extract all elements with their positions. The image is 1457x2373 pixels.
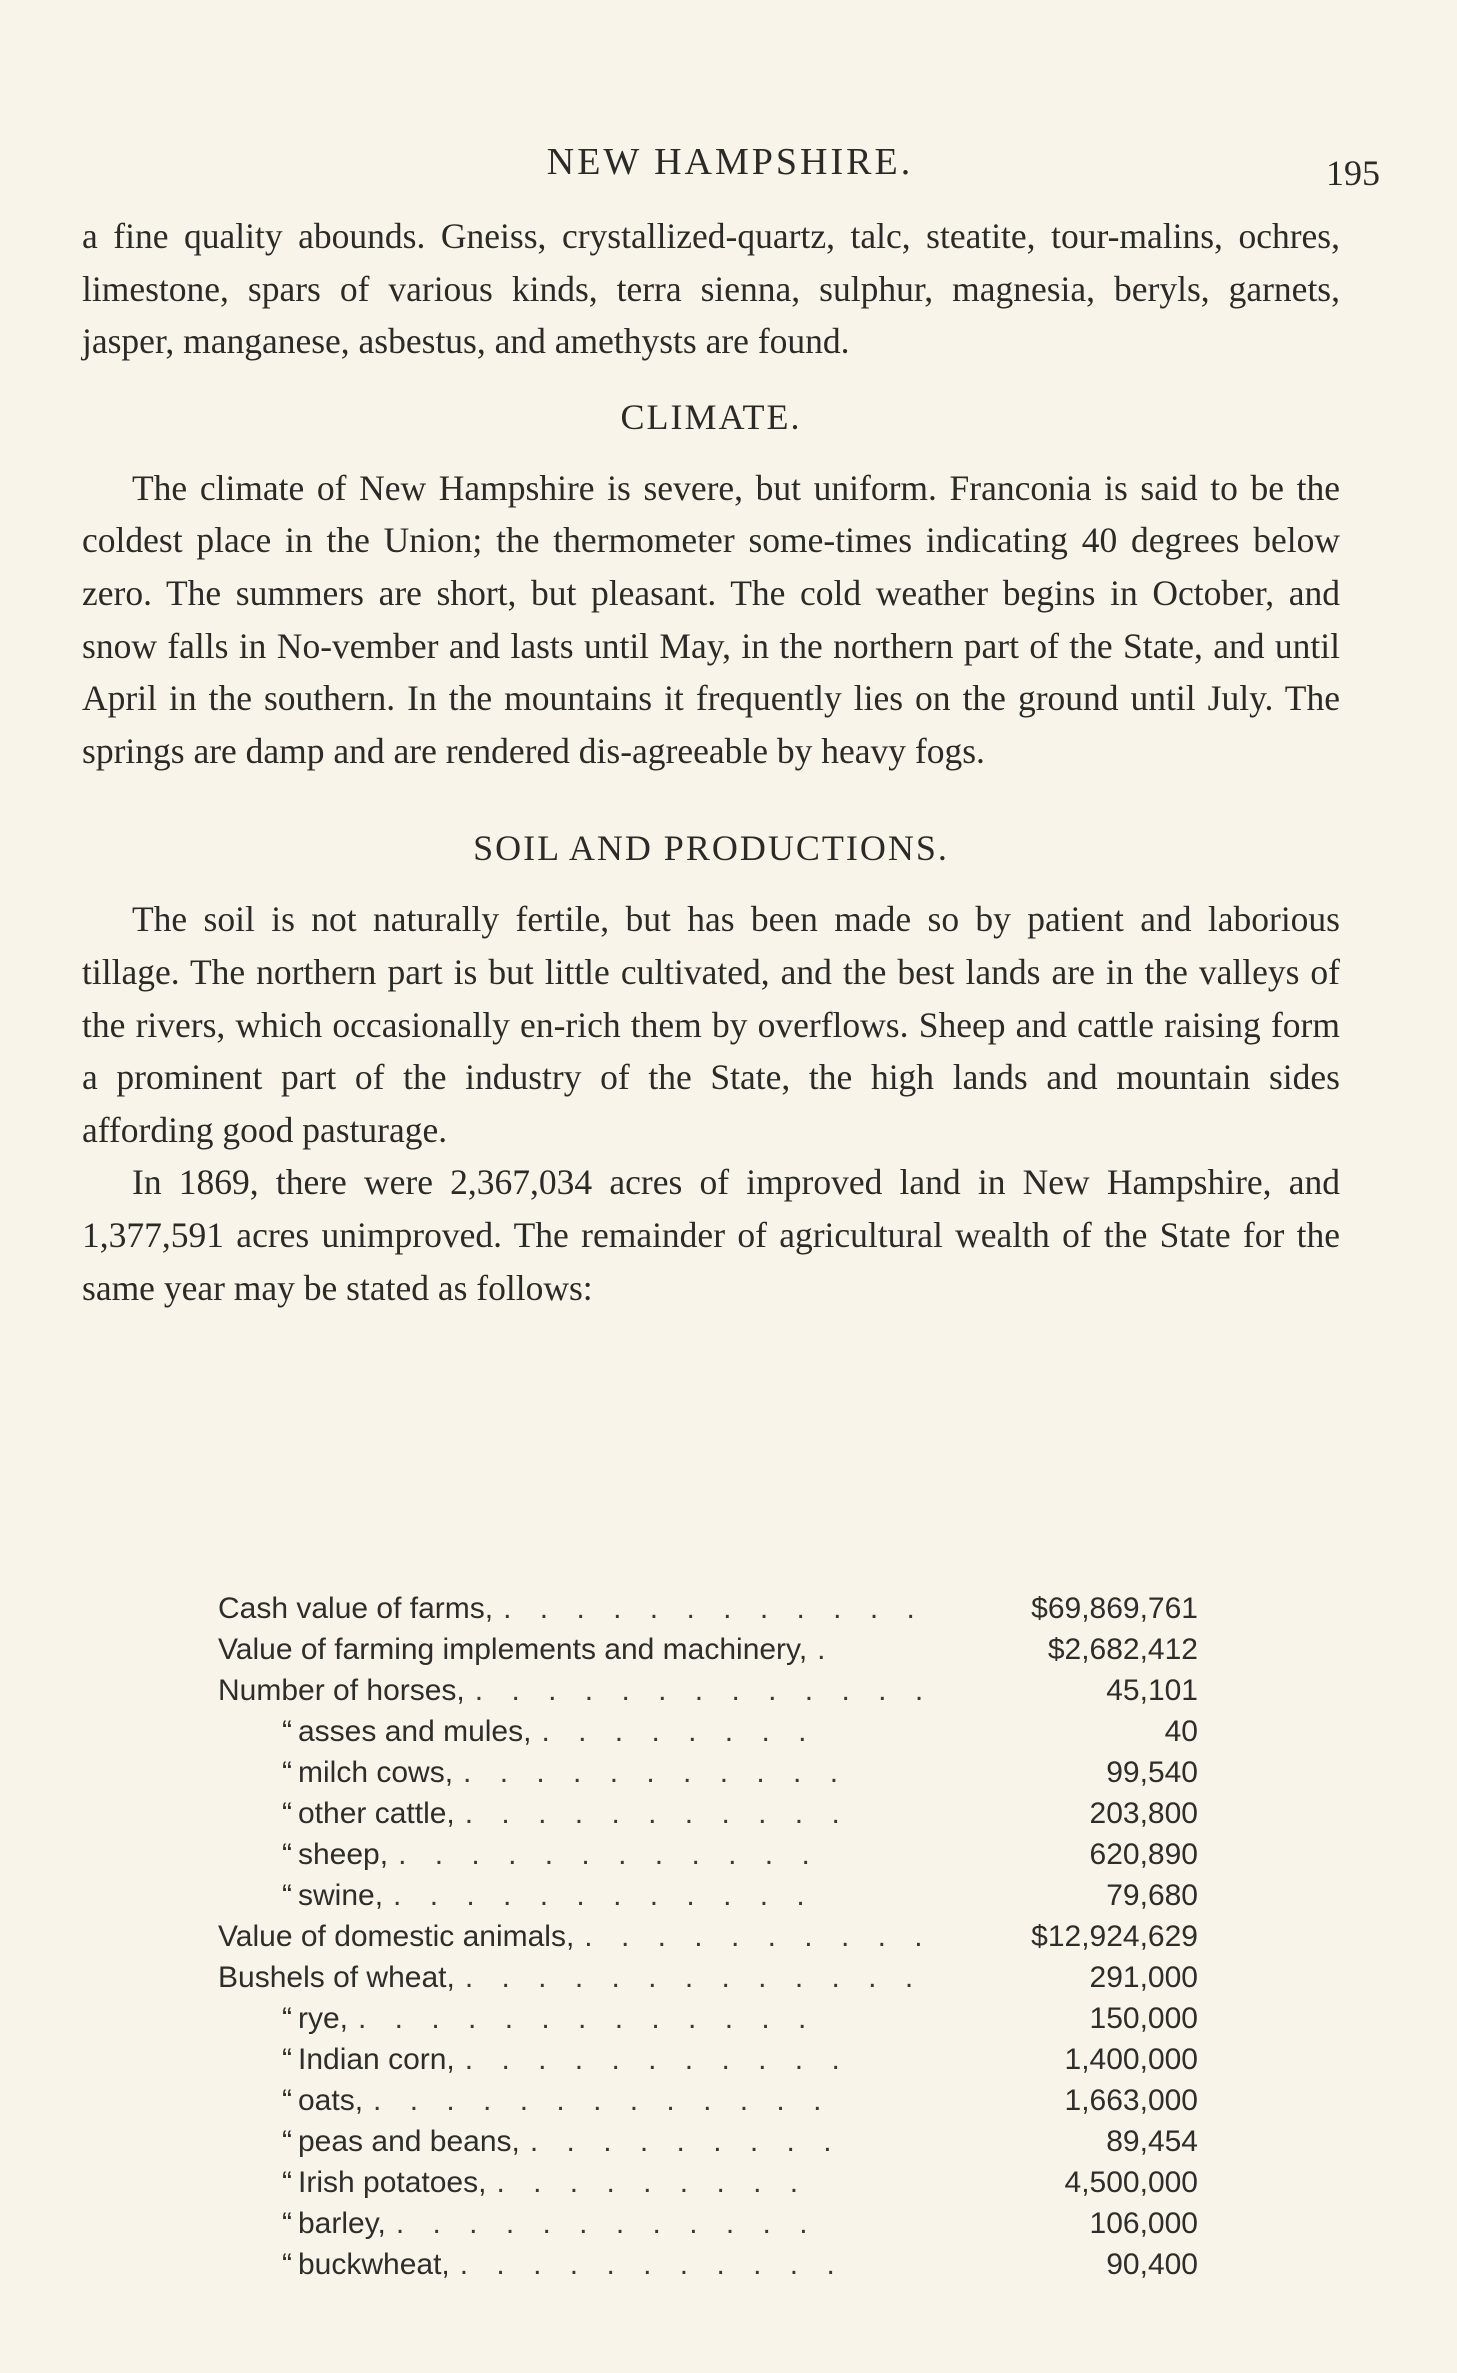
statistics-row [218,1711,1218,1752]
ditto-mark: “ [282,1797,292,1830]
dot-leader: . . . . . . . . . . . . [393,1879,815,1912]
dot-leader: . . . . . . . . [541,1715,817,1748]
dot-leader: . [817,1633,836,1666]
soil-paragraph: The soil is not naturally fertile, but has been made so by patient and laborious tillage. The northern part is but little cultivated, and the best lands are in the valleys of the rivers, which occasionally en-rich them by overflows. Sheep and cattle raising form a prominent part of the industry of the State, the high lands and mountain sides affording good pasturage. [82,899,1340,1150]
statistics-row [218,2080,1218,2121]
statistics-row [218,2039,1218,2080]
dot-leader: . . . . . . . . . . . [459,2248,845,2281]
dot-leader: . . . . . . . . . . [584,1920,933,1953]
statistics-table [218,1588,1218,2285]
dot-leader: . . . . . . . . . . . . . [358,2002,817,2035]
statistics-label: Indian corn, [298,2043,455,2076]
statistics-value: 291,000 [1089,1961,1198,1994]
statistics-value: $69,869,761 [1031,1592,1198,1625]
dot-leader: . . . . . . . . . . . . . [464,1961,924,1994]
dot-leader: . . . . . . . . . . . [464,1797,850,1830]
statistics-label: barley, [298,2207,386,2240]
statistics-row [218,1916,1218,1957]
running-head-title: NEW HAMPSHIRE. [546,141,914,183]
statistics-label: Value of domestic animals, [218,1920,575,1953]
statistics-label: Bushels of wheat, [218,1961,455,1994]
ditto-mark: “ [282,2084,292,2117]
dot-leader: . . . . . . . . . . . . [398,1838,820,1871]
ditto-mark: “ [282,1715,292,1748]
statistics-label: rye, [298,2002,349,2035]
ditto-mark: “ [282,2207,292,2240]
ditto-mark: “ [282,1879,292,1912]
statistics-label: Irish potatoes, [298,2166,487,2199]
statistics-row [218,1834,1218,1875]
dot-leader: . . . . . . . . . . . [463,1756,849,1789]
statistics-label: peas and beans, [298,2125,520,2158]
statistics-value: 40 [1164,1715,1198,1748]
ditto-mark: “ [282,2248,292,2281]
dot-leader: . . . . . . . . . . . . [395,2207,818,2240]
statistics-label: buckwheat, [298,2248,450,2281]
statistics-value: 620,890 [1089,1838,1198,1871]
page-number: 195 [1326,153,1380,193]
statistics-value: $12,924,629 [1031,1920,1198,1953]
statistics-value: 1,663,000 [1064,2084,1198,2117]
statistics-value: $2,682,412 [1047,1633,1198,1666]
statistics-value: 90,400 [1106,2248,1198,2281]
statistics-label: swine, [298,1879,384,1912]
statistics-row [218,1629,1218,1670]
ditto-mark: “ [282,1756,292,1789]
dot-leader: . . . . . . . . . [529,2125,842,2158]
dot-leader: . . . . . . . . . . . . [503,1592,925,1625]
ditto-mark: “ [282,1838,292,1871]
statistics-label: other cattle, [298,1797,455,1830]
statistics-row [218,1752,1218,1793]
statistics-value: 99,540 [1106,1756,1198,1789]
body-text [82,210,1340,1314]
statistics-label: asses and mules, [298,1715,532,1748]
soil-heading: SOIL AND PRODUCTIONS. [473,828,949,869]
dot-leader: . . . . . . . . . [496,2166,809,2199]
agriculture-paragraph: In 1869, there were 2,367,034 acres of improved land in New Hampshire, and 1,377,591 acres unimproved. The remainder of agricultural wealth of the State for the same year may be stated as follows: [82,1162,1340,1308]
dot-leader: . . . . . . . . . . . [464,2043,850,2076]
statistics-row [218,1875,1218,1916]
ditto-mark: “ [282,2043,292,2076]
ditto-mark: “ [282,2166,292,2199]
ditto-mark: “ [282,2002,292,2035]
ditto-mark: “ [282,2125,292,2158]
climate-paragraph: The climate of New Hampshire is severe, but uniform. Franconia is said to be the coldest place in the Union; the thermometer some-times indicating 40 degrees below zero. The summers are short, but pleasant. The cold weather begins in October, and snow falls in No-vember and lasts until May, in the northern part of the State, and until April in the southern. In the mountains it frequently lies on the ground until July. The springs are damp and are rendered dis-agreeable by heavy fogs. [82,467,1340,771]
statistics-value: 45,101 [1106,1674,1198,1707]
statistics-value: 150,000 [1089,2002,1198,2035]
statistics-row [218,2244,1218,2285]
dot-leader: . . . . . . . . . . . . . [373,2084,832,2117]
statistics-value: 4,500,000 [1064,2166,1198,2199]
statistics-value: 79,680 [1106,1879,1198,1912]
statistics-label: Value of farming implements and machinery, [218,1633,808,1666]
statistics-label: Cash value of farms, [218,1592,494,1625]
statistics-row [218,2162,1218,2203]
statistics-row [218,1670,1218,1711]
statistics-row [218,1998,1218,2039]
statistics-row [218,2203,1218,2244]
climate-heading: CLIMATE. [620,396,802,437]
statistics-row [218,1793,1218,1834]
intro-paragraph: a fine quality abounds. Gneiss, crystallized-quartz, talc, steatite, tour-malins, ochres, limestone, spars of various kinds, terra sienna, sulphur, magnesia, beryls, garnets, jasper, manganese, asbestus, and amethysts are found. [82,216,1340,362]
statistics-row [218,1957,1218,1998]
statistics-label: milch cows, [298,1756,454,1789]
dot-leader: . . . . . . . . . . . . . [474,1674,934,1707]
statistics-value: 106,000 [1089,2207,1198,2240]
running-head [80,140,1380,200]
statistics-value: 203,800 [1089,1797,1198,1830]
statistics-label: sheep, [298,1838,389,1871]
statistics-row [218,2121,1218,2162]
statistics-row [218,1588,1218,1629]
statistics-label: Number of horses, [218,1674,465,1707]
statistics-value: 1,400,000 [1064,2043,1198,2076]
statistics-value: 89,454 [1106,2125,1198,2158]
statistics-label: oats, [298,2084,364,2117]
